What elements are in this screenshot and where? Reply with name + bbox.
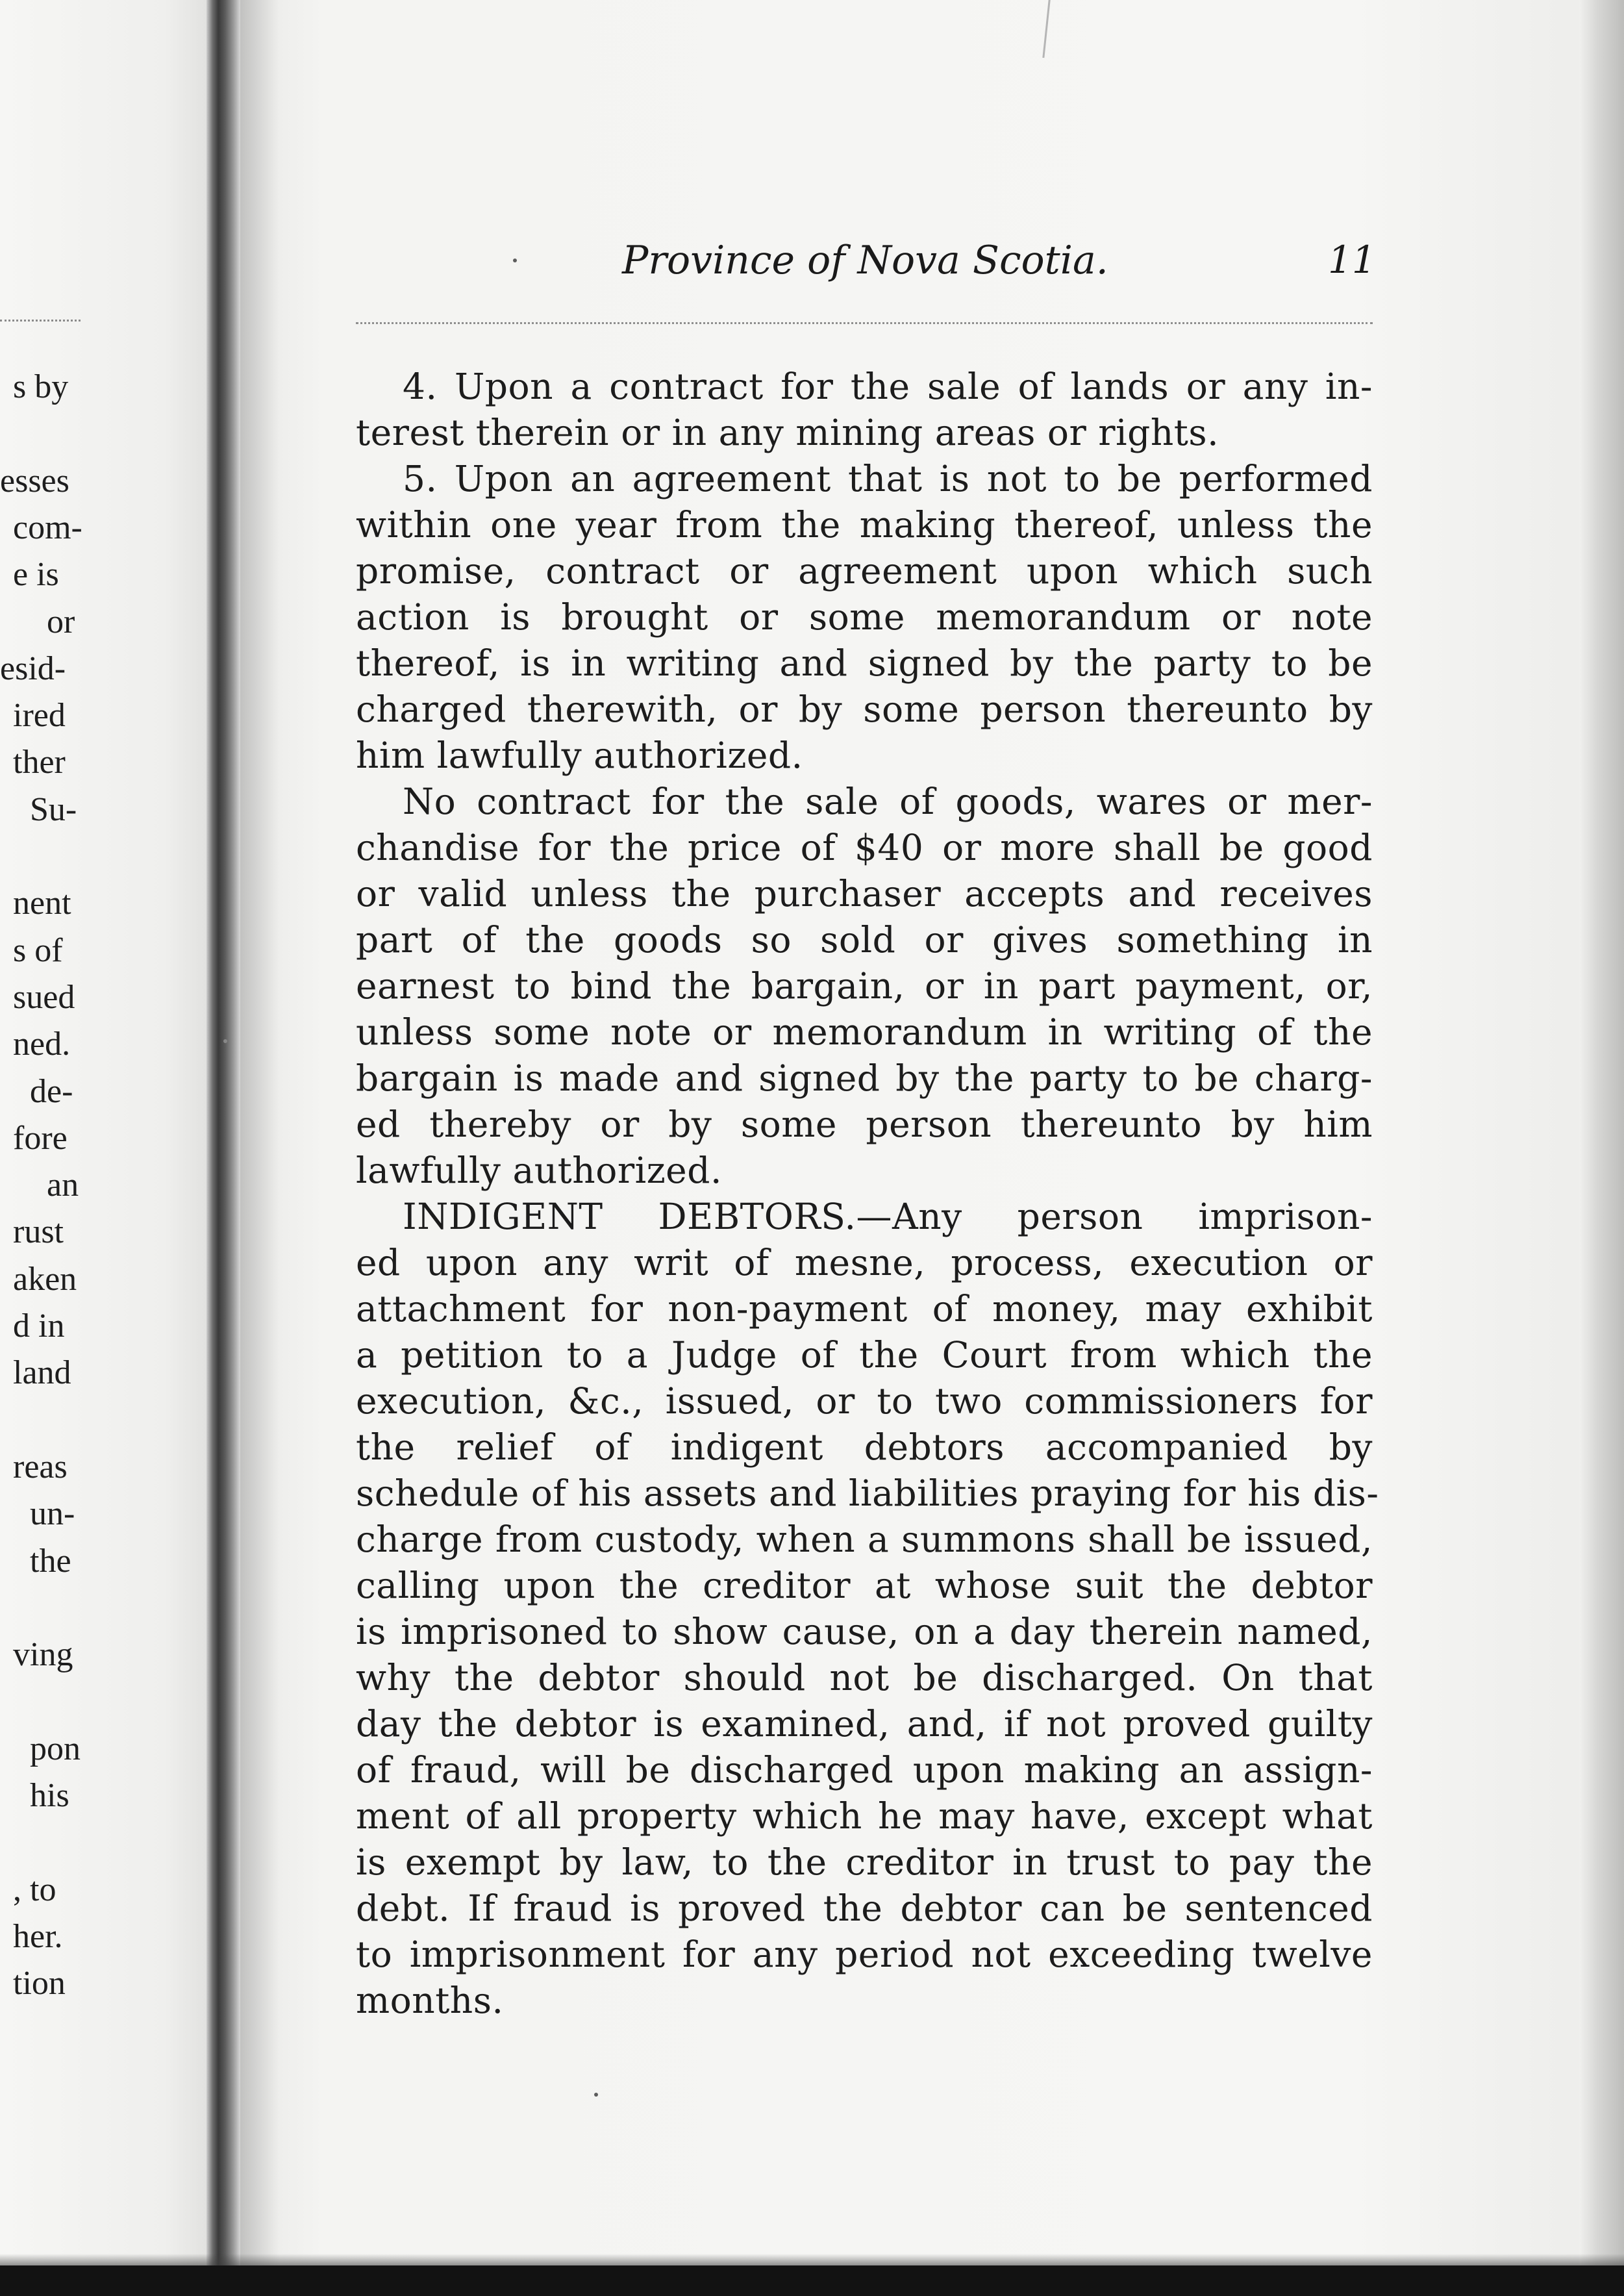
text-line: schedule of his assets and liabilities praying for his dis- — [356, 1472, 1379, 1514]
body-text — [356, 364, 1379, 2024]
text-line: 4. Upon a contract for the sale of lands or any in- — [403, 366, 1373, 407]
previous-page-line: de- — [30, 1072, 73, 1110]
text-line: why the debtor should not be discharged. On that — [356, 1657, 1373, 1698]
previous-page-line: rust — [13, 1213, 64, 1251]
previous-page-line: Su- — [30, 790, 77, 828]
text-line: within one year from the making thereof, unless the — [356, 504, 1373, 546]
text-line: thereof, is in writing and signed by the party to be — [356, 642, 1373, 684]
text-line: to imprisonment for any period not exceeding twelve — [356, 1934, 1373, 1975]
previous-page-line: tion — [13, 1965, 66, 2002]
previous-page-line: an — [47, 1167, 79, 1204]
previous-page-line: s by — [13, 368, 69, 405]
previous-page-line: , to — [13, 1871, 56, 1908]
text-line: or valid unless the purchaser accepts and receives — [356, 873, 1373, 915]
scan-speck — [513, 259, 517, 262]
text-line: of fraud, will be discharged upon making an assign- — [356, 1749, 1373, 1791]
previous-page-line: ired — [13, 697, 66, 735]
text-line: charged therewith, or by some person thereunto by — [356, 688, 1373, 730]
previous-page-line: ther — [13, 744, 66, 781]
text-line: INDIGENT DEBTORS.—Any person imprison- — [403, 1196, 1373, 1237]
previous-page-line: s of — [13, 931, 63, 969]
scan-bottom-shadow — [0, 2254, 1624, 2265]
text-line: unless some note or memorandum in writing of the — [356, 1011, 1373, 1053]
previous-page-fragment — [0, 0, 206, 2296]
text-line: 5. Upon an agreement that is not to be performed — [403, 458, 1373, 499]
paragraph-para-5 — [356, 456, 1373, 779]
text-line: day the debtor is examined, and, if not proved guilty — [356, 1703, 1373, 1745]
text-line: lawfully authorized. — [356, 1150, 722, 1191]
previous-page-line: e is — [13, 556, 59, 594]
previous-page-line: his — [30, 1777, 69, 1814]
gutter-shadow — [240, 0, 279, 2296]
text-line: calling upon the creditor at whose suit the debtor — [356, 1565, 1373, 1606]
previous-page-line: ned. — [13, 1026, 71, 1063]
page-edge-shadow — [1579, 0, 1624, 2296]
previous-page-line: nent — [13, 885, 71, 922]
text-line: bargain is made and signed by the party to be charg- — [356, 1057, 1373, 1099]
previous-page-line: un- — [30, 1495, 75, 1533]
text-line: him lawfully authorized. — [356, 735, 803, 776]
previous-page-line: esses — [0, 462, 69, 499]
previous-page-line: sued — [13, 978, 75, 1016]
text-line: action is brought or some memorandum or note — [356, 596, 1373, 638]
text-line: execution, &c., issued, or to two commissioners for — [356, 1380, 1373, 1422]
text-line: promise, contract or agreement upon which such — [356, 550, 1373, 592]
scan-speck — [223, 1039, 227, 1043]
text-line: the relief of indigent debtors accompanied by — [356, 1426, 1373, 1468]
previous-page-line: esid- — [0, 650, 66, 687]
previous-page-line: or — [47, 603, 75, 640]
paragraph-para-goods — [356, 779, 1373, 1194]
text-line: chandise for the price of $40 or more shall be good — [356, 827, 1373, 868]
previous-page-line: the — [30, 1542, 71, 1580]
text-line: is imprisoned to show cause, on a day therein named, — [356, 1611, 1373, 1652]
previous-page-rule — [0, 320, 81, 322]
text-line: debt. If fraud is proved the debtor can be sentenced — [356, 1887, 1373, 1929]
text-line: attachment for non-payment of money, may exhibit — [356, 1288, 1373, 1330]
paragraph-para-4 — [356, 364, 1373, 456]
text-line: charge from custody, when a summons shall be issued, — [356, 1519, 1373, 1560]
book-gutter — [206, 0, 240, 2296]
previous-page-line: ving — [13, 1636, 73, 1674]
previous-page-line: pon — [30, 1730, 81, 1767]
text-line: ment of all property which he may have, except what — [356, 1795, 1373, 1837]
text-line: ed thereby or by some person thereunto by him — [356, 1104, 1373, 1145]
text-line: earnest to bind the bargain, or in part payment, or, — [356, 965, 1373, 1007]
page-number: 11 — [1328, 238, 1376, 282]
previous-page-line: fore — [13, 1119, 68, 1157]
scan-bottom-edge — [0, 2265, 1624, 2296]
header-rule — [356, 322, 1373, 324]
text-line: ed upon any writ of mesne, process, execution or — [356, 1242, 1373, 1283]
paragraph-para-indigent — [356, 1194, 1379, 2024]
running-head: Province of Nova Scotia. — [622, 238, 1108, 283]
text-line: part of the goods so sold or gives something in — [356, 919, 1373, 961]
previous-page-line: aken — [13, 1260, 77, 1298]
previous-page-line: reas — [13, 1448, 68, 1485]
text-line: months. — [356, 1980, 504, 2021]
scan-speck — [594, 2093, 598, 2097]
text-line: No contract for the sale of goods, wares or mer- — [403, 781, 1373, 822]
previous-page-line: her. — [13, 1917, 63, 1955]
text-line: is exempt by law, to the creditor in trust to pay the — [356, 1841, 1373, 1883]
previous-page-line: land — [13, 1354, 71, 1392]
previous-page-line: com- — [13, 509, 82, 546]
text-line: a petition to a Judge of the Court from which the — [356, 1334, 1373, 1376]
previous-page-line: d in — [13, 1307, 65, 1344]
text-line: terest therein or in any mining areas or rights. — [356, 412, 1219, 453]
